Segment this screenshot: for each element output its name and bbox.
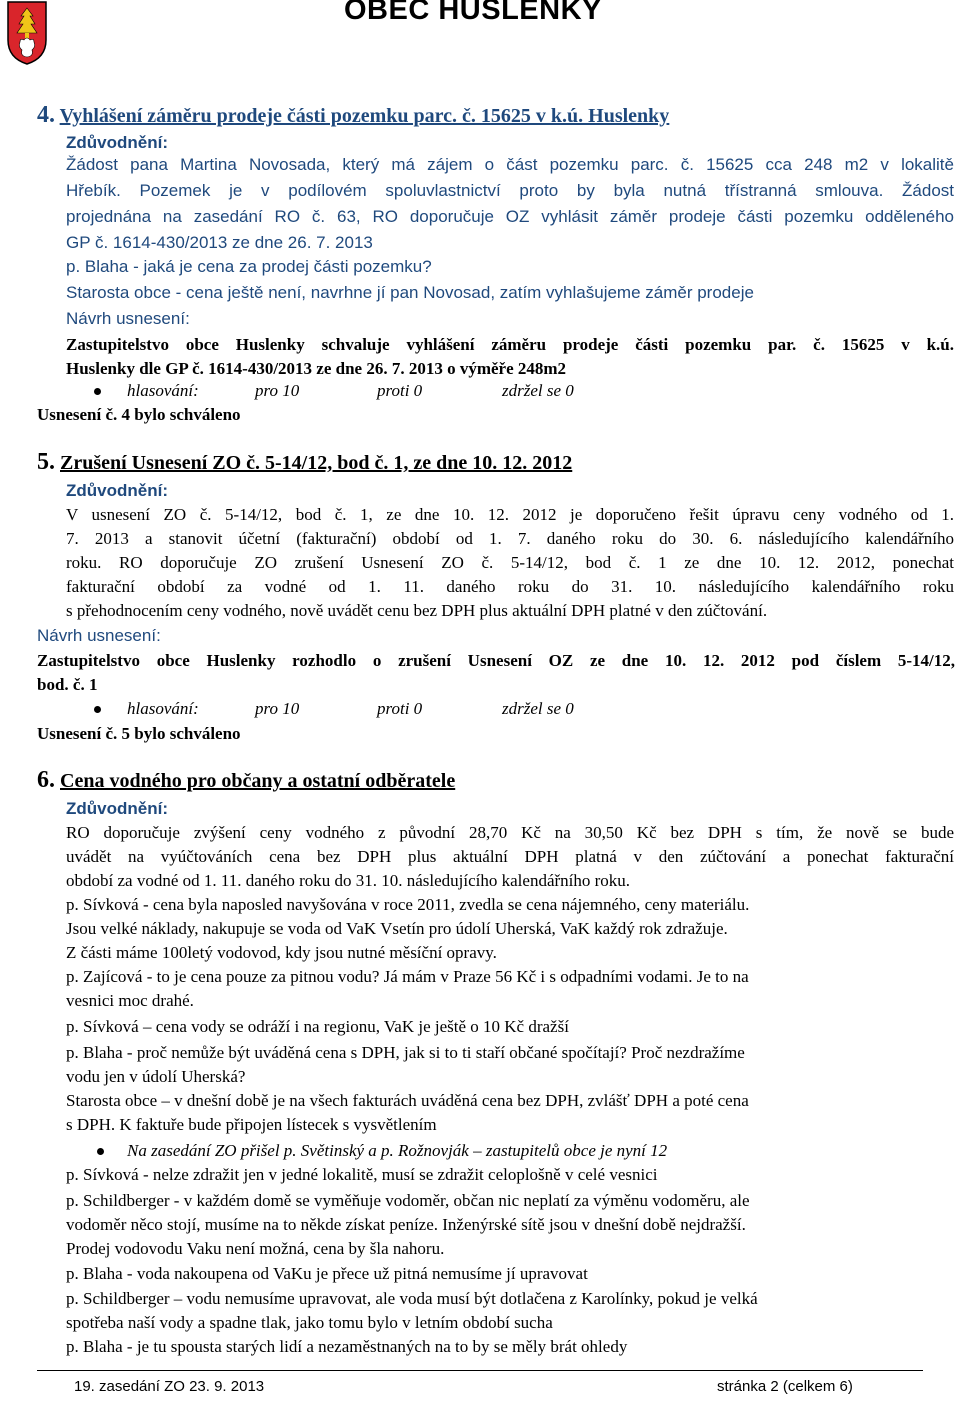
bullet-icon bbox=[94, 706, 101, 713]
page-title: OBEC HUSLENKY bbox=[344, 0, 602, 26]
bullet-icon bbox=[94, 388, 101, 395]
section-5-text-line: 7. 2013 a stanovit účetní (fakturační) období od 1. 7. daného roku do 30. 6. následujícího kalendářního bbox=[66, 529, 954, 548]
section-6-text-line: s DPH. K faktuře bude připojen lístecek s vysvětlením bbox=[66, 1115, 437, 1134]
section-6-text-line: Z části máme 100letý vodovod, kdy jsou nutné měsíční opravy. bbox=[66, 943, 497, 962]
section-6-title: Cena vodného pro občany a ostatní odběratele bbox=[60, 770, 456, 792]
section-5-justification-label: Zdůvodnění: bbox=[66, 481, 168, 500]
section-5-heading bbox=[37, 450, 572, 475]
vote-label: hlasování: bbox=[127, 699, 199, 718]
section-4-mayor-answer: Starosta obce - cena ještě není, navrhne jí pan Novosad, zatím vyhlašujeme záměr prodeje bbox=[66, 283, 754, 302]
section-6-text-line: p. Sívková - nelze zdražit jen v jedné lokalitě, musí se zdražit celoplošně v celé vesnici bbox=[66, 1165, 658, 1184]
vote-against: proti 0 bbox=[377, 381, 423, 400]
section-6-text-line: Prodej vodovodu Vaku není možná, cena by šla nahoru. bbox=[66, 1239, 445, 1258]
section-5-text-line: fakturační období za vodné od 1. 11. daného roku do 31. 10. následujícího kalendářního roku bbox=[66, 577, 954, 596]
section-5-result: Usnesení č. 5 bylo schváleno bbox=[37, 724, 241, 743]
section-6-text-line: p. Schildberger - v každém domě se vyměňuje vodoměr, občan nic neplatí za výměnu vodoměru, ale bbox=[66, 1191, 750, 1210]
section-6-text-line: uvádět na vyúčtováních cena bez DPH plus aktuální DPH platná v den zúčtování a ponechat fakturační bbox=[66, 847, 954, 866]
section-6-text-line: období za vodné od 1. 11. daného roku do 31. 10. následujícího kalendářního roku. bbox=[66, 871, 631, 890]
section-6-number: 6. bbox=[37, 767, 55, 793]
section-6-text-line: p. Blaha - proč nemůže být uváděná cena s DPH, jak si to ti staří občané spočítají? Proč nezdražíme bbox=[66, 1043, 745, 1062]
section-5-title: Zrušení Usnesení ZO č. 5-14/12, bod č. 1, ze dne 10. 12. 2012 bbox=[60, 452, 573, 474]
section-5-number: 5. bbox=[37, 449, 55, 475]
section-4-text-line: Žádost pana Martina Novosada, který má zájem o část pozemku parc. č. 15625 cca 248 m2 v lokalitě bbox=[66, 155, 954, 174]
vote-against: proti 0 bbox=[377, 699, 423, 718]
section-6-text-line: p. Schildberger – vodu nemusíme upravovat, ale voda musí být dotlačena z Karolínky, pokud je velká bbox=[66, 1289, 758, 1308]
section-4-result: Usnesení č. 4 bylo schváleno bbox=[37, 405, 241, 424]
section-4-proposal-label: Návrh usnesení: bbox=[66, 309, 190, 328]
section-6-heading bbox=[37, 768, 455, 793]
section-5-resolution-line: bod. č. 1 bbox=[37, 675, 98, 694]
section-6-text-line: p. Zajícová - to je cena pouze za pitnou vodu? Já mám v Praze 56 Kč i s odpadními vodami. Je to na bbox=[66, 967, 749, 986]
section-4-heading bbox=[37, 103, 669, 128]
coat-of-arms-icon bbox=[6, 0, 48, 66]
section-6-text-line: vesnici moc drahé. bbox=[66, 991, 194, 1010]
section-4-number: 4. bbox=[37, 102, 55, 128]
section-6-text-line: Jsou velké náklady, nakupuje se voda od VaK Vsetín pro údolí Uherská, VaK každý rok zdražuje. bbox=[66, 919, 728, 938]
vote-abstain: zdržel se 0 bbox=[502, 381, 574, 400]
footer-meeting-info: 19. zasedání ZO 23. 9. 2013 bbox=[74, 1378, 265, 1395]
vote-for: pro 10 bbox=[255, 699, 300, 718]
section-4-text-line: projednána na zasedání RO č. 63, RO doporučuje OZ vyhlásit záměr prodeje části pozemku odděleného bbox=[66, 207, 954, 226]
vote-abstain: zdržel se 0 bbox=[502, 699, 574, 718]
section-6-bullet-text: Na zasedání ZO přišel p. Světinský a p. Rožnovják – zastupitelů obce je nyní 12 bbox=[127, 1141, 668, 1160]
section-6-text-line: Starosta obce – v dnešní době je na všech fakturách uváděná cena bez DPH, zvlášť DPH a poté cena bbox=[66, 1091, 749, 1110]
section-5-proposal-label: Návrh usnesení: bbox=[37, 626, 161, 645]
section-5-text-line: roku. RO doporučuje ZO zrušení Usnesení ZO č. 5-14/12, bod č. 1 ze dne 10. 12. 2012, ponechat bbox=[66, 553, 954, 572]
section-5-resolution-line: Zastupitelstvo obce Huslenky rozhodlo o zrušení Usnesení OZ ze dne 10. 12. 2012 pod číslem 5-14/12, bbox=[37, 651, 955, 670]
section-6-bullet bbox=[127, 1140, 667, 1162]
section-6-text-line: vodoměr něco stojí, musíme na to někde získat peníze. Inženýrské sítě jsou v dnešní době nejdražší. bbox=[66, 1215, 746, 1234]
section-6-text-line: spotřeba naší vody a spadne tlak, jako tomu bylo v letním období sucha bbox=[66, 1313, 553, 1332]
section-4-resolution-line: Zastupitelstvo obce Huslenky schvaluje vyhlášení záměru prodeje části pozemku par. č. 15625 v k.ú. bbox=[66, 335, 954, 354]
section-4-text-line: Hřebík. Pozemek je v podílovém spoluvlastnictví proto by byla nutná třístranná smlouva. Žádost bbox=[66, 181, 954, 200]
section-5-text-line: s přehodnocením ceny vodného, nově uvádět cenu bez DPH plus aktuální DPH platné v den zúčtování. bbox=[66, 601, 768, 620]
section-6-text-line: p. Sívková - cena byla naposled navyšována v roce 2011, zvedla se cena nájemného, ceny materiálu. bbox=[66, 895, 750, 914]
section-4-text-line: GP č. 1614-430/2013 ze dne 26. 7. 2013 bbox=[66, 233, 373, 252]
vote-label: hlasování: bbox=[127, 381, 199, 400]
bullet-icon bbox=[97, 1148, 104, 1155]
section-5-text-line: V usnesení ZO č. 5-14/12, bod č. 1, ze dne 10. 12. 2012 je doporučeno řešit úpravu ceny vodného od 1. bbox=[66, 505, 954, 524]
section-6-justification-label: Zdůvodnění: bbox=[66, 799, 168, 818]
footer-divider bbox=[37, 1370, 923, 1371]
section-4-title: Vyhlášení záměru prodeje části pozemku parc. č. 15625 v k.ú. Huslenky bbox=[59, 105, 670, 127]
footer-page-number: stránka 2 (celkem 6) bbox=[717, 1378, 853, 1395]
section-6-text-line: RO doporučuje zvýšení ceny vodného z původní 28,70 Kč na 30,50 Kč bez DPH s tím, že nově se bude bbox=[66, 823, 954, 842]
section-6-text-line: p. Sívková – cena vody se odráží i na regionu, VaK je ještě o 10 Kč dražší bbox=[66, 1017, 569, 1036]
section-6-text-line: vodu jen v údolí Uherská? bbox=[66, 1067, 246, 1086]
section-4-resolution-line: Huslenky dle GP č. 1614-430/2013 ze dne 26. 7. 2013 o výměře 248m2 bbox=[66, 359, 567, 378]
section-6-text-line: p. Blaha - voda nakoupena od VaKu je přece už pitná nemusíme jí upravovat bbox=[66, 1264, 588, 1283]
section-4-blaha-question: p. Blaha - jaká je cena za prodej části pozemku? bbox=[66, 257, 432, 276]
section-4-justification-label: Zdůvodnění: bbox=[66, 133, 168, 152]
section-6-text-line: p. Blaha - je tu spousta starých lidí a nezaměstnaných na to by se měly brát ohledy bbox=[66, 1337, 628, 1356]
vote-for: pro 10 bbox=[255, 381, 300, 400]
